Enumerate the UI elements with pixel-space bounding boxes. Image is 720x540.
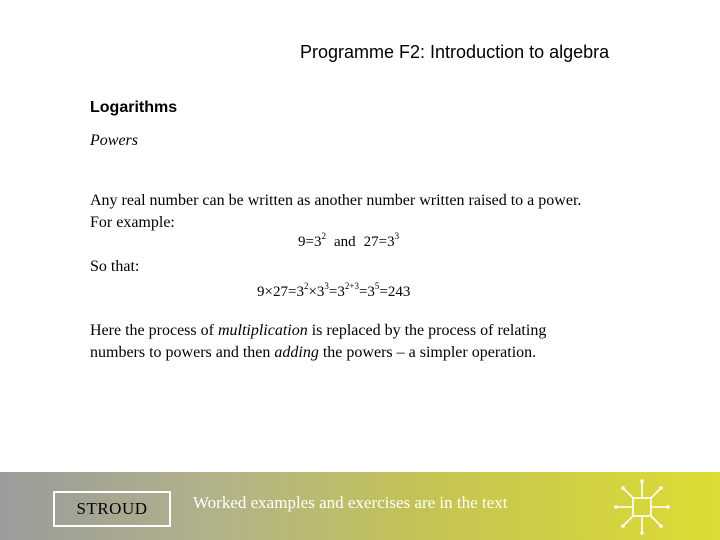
eq2-times-1: × <box>264 284 273 300</box>
stroud-logo-box <box>53 491 171 527</box>
conclusion-paragraph <box>90 320 546 364</box>
intro-line-2: For example: <box>90 214 175 231</box>
eq2-equals-3: = <box>358 284 368 300</box>
eq2-exponent-2: 3 <box>324 281 329 291</box>
conclusion-text: Here the process of <box>90 322 218 339</box>
eq2-exponent-3: 2+3 <box>344 281 359 291</box>
eq2-base-1: 3 <box>296 284 304 300</box>
equation-product <box>257 281 411 301</box>
eq1-exponent-b: 3 <box>394 231 400 241</box>
eq2-base-4: 3 <box>367 284 375 300</box>
eq1-and: and <box>333 234 356 250</box>
eq1-left-b: 27 <box>363 234 379 250</box>
intro-paragraph <box>90 190 581 234</box>
eq2-term-2: 27 <box>272 284 288 300</box>
emphasis-multiplication: multiplication <box>217 322 308 339</box>
eq2-base-2: 3 <box>316 284 325 300</box>
intro-line-1: Any real number can be written as another number written raised to a power. <box>90 192 582 209</box>
eq2-times-2: × <box>308 284 317 300</box>
eq1-exponent-a: 2 <box>321 231 326 241</box>
eq1-equals-a: = <box>305 234 314 250</box>
eq1-base-a: 3 <box>313 234 322 250</box>
footer-bar <box>0 472 720 540</box>
conclusion-line-1 <box>90 320 546 342</box>
eq2-exponent-4: 5 <box>374 281 380 291</box>
emphasis-adding: adding <box>274 344 319 361</box>
section-title: Logarithms <box>90 99 178 116</box>
stroud-logo-label: STROUD <box>76 499 148 518</box>
programme-title: Programme F2: Introduction to algebra <box>300 42 610 62</box>
conclusion-text: the powers – a simpler operation. <box>318 344 537 361</box>
eq1-base-b: 3 <box>387 234 395 250</box>
section-subtitle: Powers <box>90 132 138 149</box>
equation-powers <box>298 231 400 251</box>
conclusion-text: is replaced by the process of relating <box>307 322 547 339</box>
conclusion-text: numbers to powers and then <box>90 344 275 361</box>
conclusion-line-2 <box>90 342 546 364</box>
eq2-term-1: 9 <box>257 284 265 300</box>
eq1-left-a: 9 <box>298 234 306 250</box>
eq2-exponent-1: 2 <box>303 281 309 291</box>
eq2-equals-1: = <box>287 284 297 300</box>
so-that-label: So that: <box>90 258 140 275</box>
eq2-equals-4: = <box>379 284 388 300</box>
eq1-equals-b: = <box>378 234 388 250</box>
eq2-result: 243 <box>387 284 411 300</box>
eq2-base-3: 3 <box>337 284 345 300</box>
compass-icon <box>612 478 672 536</box>
footer-note: Worked examples and exercises are in the text <box>193 493 508 512</box>
eq2-equals-2: = <box>328 284 338 300</box>
